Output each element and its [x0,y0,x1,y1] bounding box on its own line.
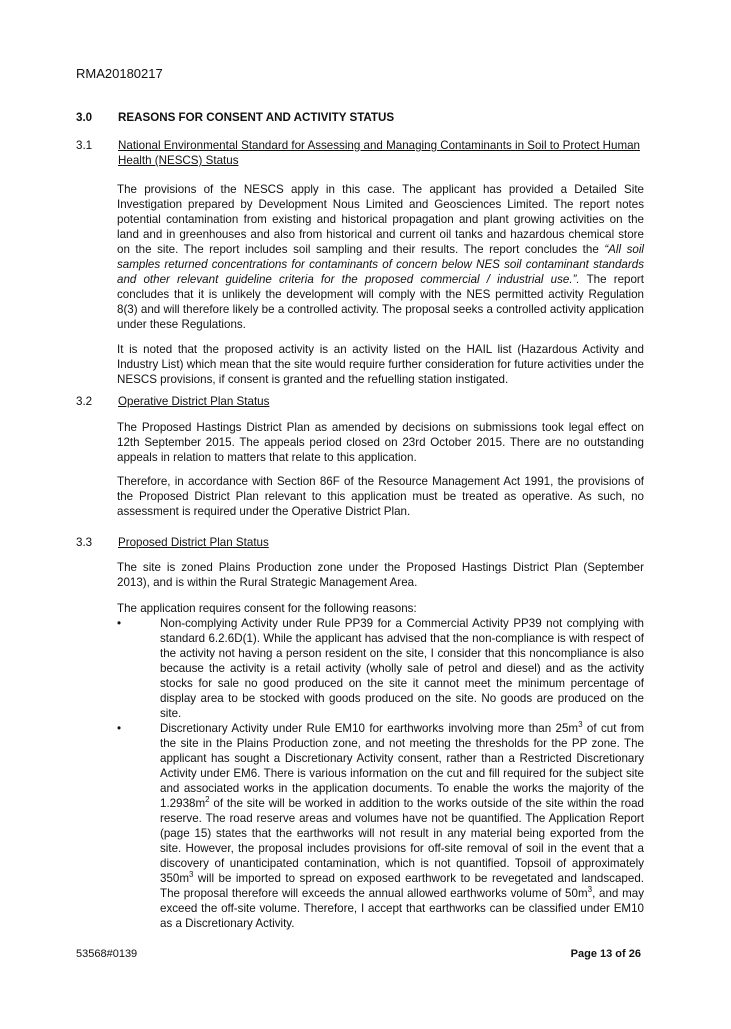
subsection-title: Operative District Plan Status [118,395,270,408]
paragraph-consent-reasons [117,601,644,616]
subsection-number: 3.1 [76,139,93,152]
list-item [117,721,644,931]
subsection-title: Proposed District Plan Status [118,536,269,549]
footer-document-id: 53568#0139 [76,948,138,960]
paragraph-text: The site is zoned Plains Production zone under the Proposed Hastings District Plan (September 2013), and is within the Rural Strategic Management Area. [117,561,644,589]
subsection-number: 3.3 [76,536,93,549]
report-quote: “All soil samples returned concentrations for contaminants of concern below NES soil contaminant standards and other relevant guideline criteria for the proposed commercial / industrial use.”. [117,243,644,286]
paragraph-hail-list [117,342,644,387]
paragraph-text: Therefore, in accordance with Section 86F of the Resource Management Act 1991, the provisions of the Proposed District Plan relevant to this application must be treated as operative. As such, no assessment is required under the Operative District Plan. [117,475,644,518]
list-item-text: Discretionary Activity under Rule EM10 for earthworks involving more than $25m^3$ of cut from the site in the Plains Production zone, and not meeting the thresholds for the PP zone. The applicant has sought a Discretionary Activity consent, rather than a Restricted Discretionary Activity under EM6. There is various information on the cut and fill required for the subject site and associated works in the application documents. To enable the works the majority of the $1.2938m^2$ of the site will be worked in addition to the works outside of the site within the road reserve. The road reserve areas and volumes have not be quantified. The Application Report (page 15) states that the earthworks will not result in any material being exported from the site. However, the proposal includes provisions for off-site removal of soil in the event that a discovery of unanticipated contamination, which is not quantified. Topsoil of approximately $350m^3$ will be imported to spread on exposed earthwork to be revegetated and landscaped. The proposal therefore will exceeds the annual allowed earthworks volume of $50m^3$, and may exceed the off-site volume. Therefore, I accept that earthworks can be classified under EM10 as a Discretionary Activity. [160,720,644,930]
paragraph-text: The report concludes that it is unlikely the development will comply with the NES permitted activity Regulation 8(3) and will therefore likely be a controlled activity. The proposal seeks a controlled activity application under these Regulations. [117,273,644,331]
section-number: 3.0 [76,111,93,124]
list-item-text: Non-complying Activity under Rule PP39 for a Commercial Activity PP39 not complying with standard 6.2.6D(1). While the applicant has advised that the non-compliance is with respect of the activity not having a person resident on the site, I consider that this noncompliance is also because the activity is a retail activity (wholly sale of petrol and diesel) and as the activity stocks for sale no good produced on the site it cannot meet the minimum percentage of display area to be stocked with goods produced on the site. No goods are produced on the site. [160,617,644,720]
paragraph-text: The application requires consent for the following reasons: [117,602,417,615]
document-reference: RMA20180217 [76,66,163,81]
paragraph-plan-legal-effect [117,420,644,465]
paragraph-zoning [117,560,644,590]
bullet-glyph: • [117,617,122,630]
paragraph-text: It is noted that the proposed activity is an activity listed on the HAIL list (Hazardous Activity and Industry List) which mean that the site would require further consideration for future activities under the NESCS provisions, if consent is granted and the refuelling station instigated. [117,343,644,386]
paragraph-section-86f [117,474,644,519]
subsection-number: 3.2 [76,395,93,408]
footer-page-number: Page 13 of 26 [570,948,641,960]
list-item [117,616,644,721]
bullet-glyph: • [117,722,122,735]
paragraph-text: The provisions of the NESCS apply in this case. The applicant has provided a Detailed Site Investigation prepared by Development Nous Limited and Geosciences Limited. The report notes potential contamination from existing and historical propagation and plant growing activities on the land and in greenhouses and also from historical and current oil tanks and hazardous chemical store on the site. The report includes soil sampling and their results. The report concludes the [117,183,644,256]
section-title: REASONS FOR CONSENT AND ACTIVITY STATUS [118,111,395,124]
consent-reasons-list [117,616,644,931]
paragraph-nescs-provisions [117,182,644,332]
paragraph-text: The Proposed Hastings District Plan as amended by decisions on submissions took legal effect on 12th September 2015. The appeals period closed on 23rd October 2015. There are no outstanding appeals in relation to matters that relate to this application. [117,421,644,464]
subsection-title: National Environmental Standard for Assessing and Managing Contaminants in Soil to Protect Human Health (NESCS) Status [118,139,641,167]
